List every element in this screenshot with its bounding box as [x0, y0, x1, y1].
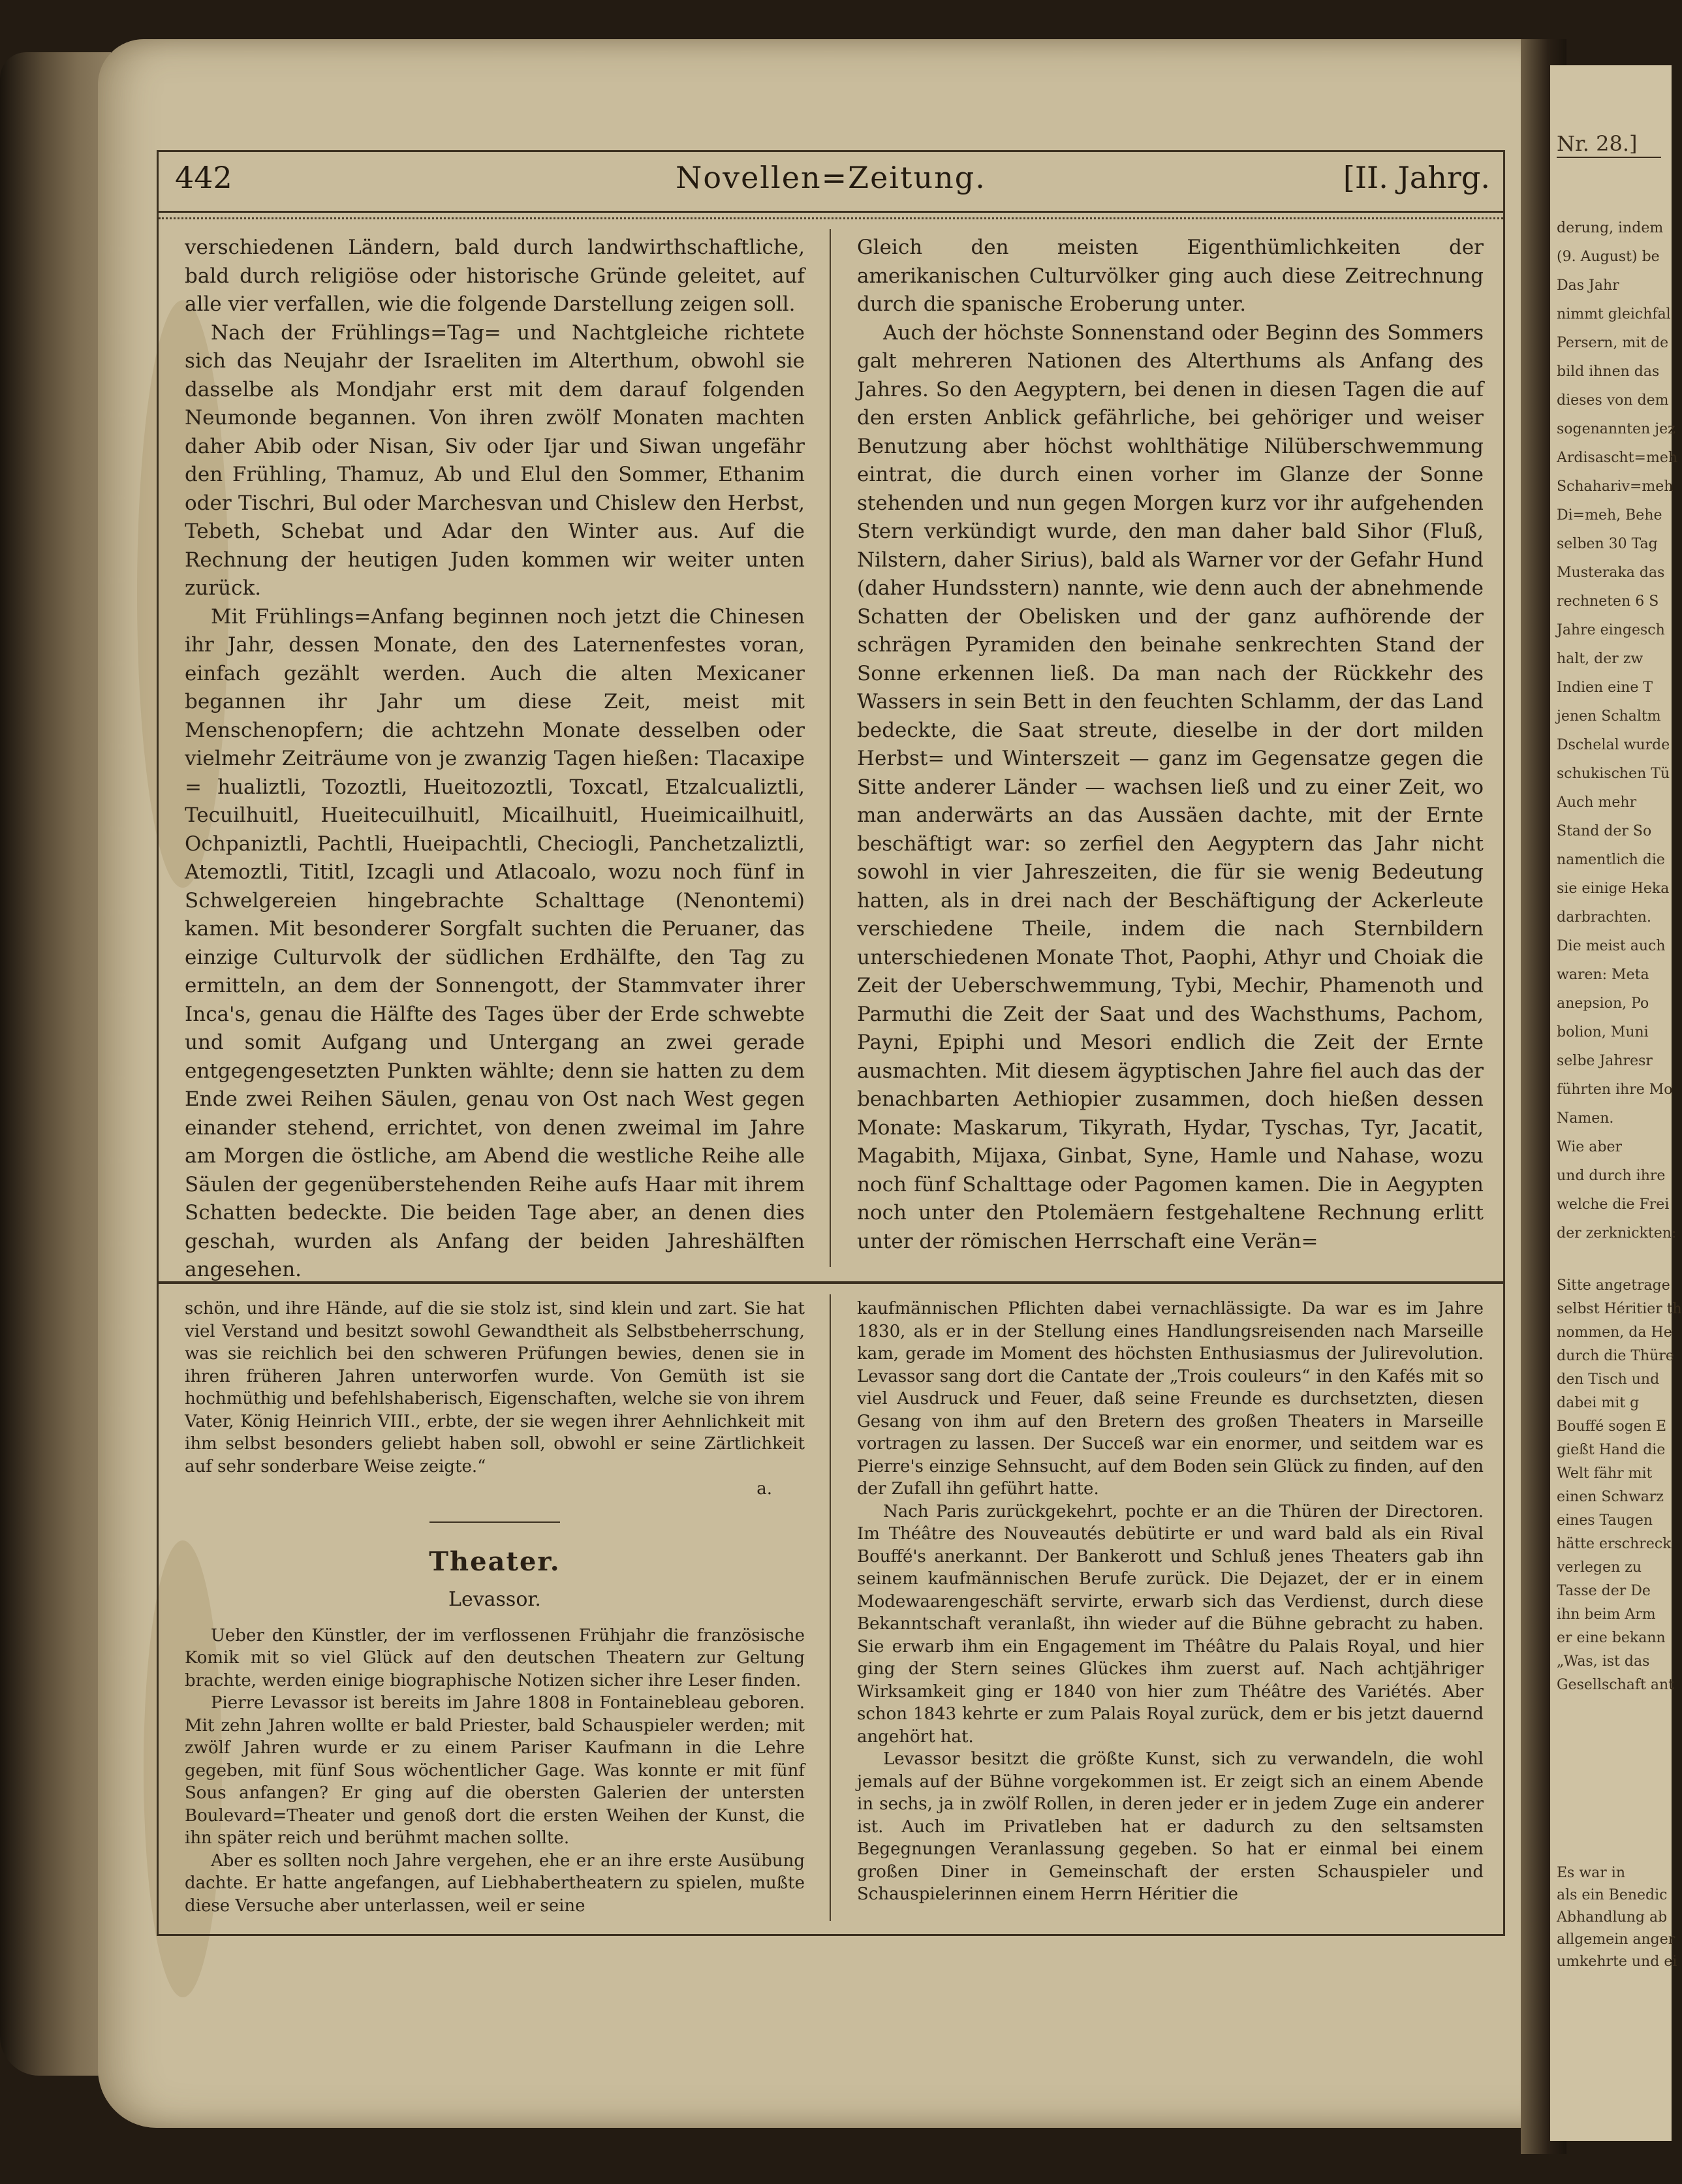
adjacent-page-line: den Tisch und [1557, 1371, 1660, 1388]
adjacent-page-line: Tasse der De [1557, 1583, 1651, 1599]
paragraph: Nach Paris zurückgekehrt, pochte er an die Thüren der Directoren. Im Théâtre des Nouveautés debütirte er und ward bald als ein Rival Bouffé's anerkannt. Der Bankerott und Schluß jenes Theaters gab ihn seinem kaufmännischen Berufe zurück. Die Dejazet, der er in einem Modewaarengeschäft servirte, erwarb sich das Verdienst, durch diese Bekanntschaft veranlaßt, ihn wieder auf die Bühne gebracht zu haben. Sie erwarb ihm ein Engagement im Théâtre du Palais Royal, und hier ging der Stern seines Glückes ihm zuerst auf. Nach achtjähriger Wirksamkeit ging er 1840 von hier zum Théâtre des Variétés. Aber schon 1843 kehrte er zum Palais Royal zurück, dem er bis jetzt dauernd angehört hat. [857, 1501, 1484, 1747]
adjacent-page-line: nimmt gleichfal [1557, 306, 1671, 322]
page-header [159, 152, 1503, 213]
section-subheading: Levassor. [448, 1587, 541, 1611]
adjacent-page-line: nommen, da He [1557, 1324, 1672, 1341]
adjacent-page-line: dabei mit g [1557, 1395, 1640, 1411]
adjacent-page-line: Di=meh, Behe [1557, 507, 1662, 523]
adjacent-page-line: bolion, Muni [1557, 1024, 1649, 1040]
adjacent-page-line: einen Schwarz [1557, 1489, 1664, 1505]
volume-label: [II. Jahrg. [1343, 160, 1490, 195]
paragraph: Mit Frühlings=Anfang beginnen noch jetzt die Chinesen ihr Jahr, dessen Monate, den des Laternenfestes voran, einfach gezählt werden. Auch die alten Mexicaner begannen ihr Jahr um diese Zeit, meist mit Menschenopfern; die achtzehn Monate desselben oder vielmehr Zeiträume von je zwanzig Tagen hießen: Tlacaxipe = hualiztli, Tozoztli, Hueitozoztli, Toxcatl, Etzalcualiztli, Tecuilhuitl, Hueitecuilhuitl, Micailhuitl, Hueimicailhuitl, Ochpaniztli, Pachtli, Hueipachtli, Checiogli, Panchetzaliztli, Atemoztli, Tititl, Izcagli und Atlacoalo, wozu noch fünf in Schwelgereien hingebrachte Schalttage (Nenontemi) kamen. Mit besonderer Sorgfalt suchten die Peruaner, das einzige Culturvolk der südlichen Erdhälfte, den Tag zu ermitteln, an dem der Sonnengott, der Stammvater ihrer Inca's, genau die Hälfte des Tages über der Erde schwebte und somit Aufgang und Untergang an zwei gerade entgegengesetzten Punkten wählte; denn sie hatten zu dem Ende zwei Reihen Säulen, genau von Ost nach West gegen einander stehend, errichtet, von denen zweimal im Jahre am Morgen die östliche, am Abend die westliche Reihe alle Säulen der gegenüberstehenden Reihe aufs Haar mit ihrem Schatten bedeckte. Die beiden Tage aber, an denen dies geschah, wurden als Anfang der beiden Jahreshälften angesehen. [185, 604, 805, 1281]
paragraph: Levassor besitzt die größte Kunst, sich zu verwandeln, die wohl jemals auf der Bühne vorgekommen ist. Er zeigt sich an einem Abende in sechs, ja in zwölf Rollen, in deren jeder er in jedem Zuge ein anderer ist. Auch im Privatleben hat er dadurch zu den seltsamsten Begegnungen Veranlassung gegeben. So hat er einmal bei einem großen Diner in Gemeinschaft der ersten Schauspieler und Schauspielerinnen einem Herrn Héritier die [857, 1749, 1484, 1904]
adjacent-page-line: Indien eine T [1557, 679, 1653, 696]
adjacent-page-line: Es war in [1557, 1865, 1626, 1881]
paragraph: kaufmännischen Pflichten dabei vernachlässigte. Da war es im Jahre 1830, als er in der Stellung eines Handlungsreisenden nach Marseille kam, gerade im Moment des höchsten Enthusiasmus der Julirevolution. Levassor sang dort die Cantate der „Trois couleurs“ in den Kafés mit so viel Ausdruck und Feuer, daß seine Freunde es durchsetzten, diesen Gesang von ihm auf den Bretern des großen Theaters in Marseille vortragen zu lassen. Der Succeß war ein enormer, und seitdem war es Pierre's einzige Sehnsucht, auf dem Boden sein Glück zu finden, auf den der Zufall ihn geführt hatte. [857, 1299, 1484, 1499]
adjacent-page-line: allgemein anger [1557, 1931, 1675, 1948]
paragraph: Ueber den Künstler, der im verflossenen Frühjahr die französische Komik mit so viel Glück auf den deutschen Theatern zur Geltung brachte, werden einige biographische Notizen sicher ihre Leser finden. [185, 1625, 805, 1691]
paragraph: Auch der höchste Sonnenstand oder Beginn des Sommers galt mehreren Nationen des Alterthums als Anfang des Jahres. So den Aegyptern, bei denen in diesen Tagen die auf den ersten Anblick gefährliche, bei gehöriger und weiser Benutzung aber höchst wohlthätige Nilüberschwemmung eintrat, die durch einen vorher im Glanze der Sonne stehenden und nun gegen Morgen kurz vor ihr aufgehenden Stern verkündigt wurde, den man daher bald Sihor (Fluß, Nilstern, daher Sirius), bald als Warner vor der Gefahr Hund (daher Hundsstern) nannte, wie denn auch der abnehmende Schatten der Obelisken und der ganz aufhörende der schrägen Pyramiden den beinahe senkrechten Stand der Sonne erkennen ließ. Da man nach der Rückkehr des Wassers in sein Bett in den feuchten Schlamm, der das Land bedeckte, die Saat streute, dieselbe in der dort milden Herbst= und Winterszeit — ganz im Gegensatze gegen die Sitte anderer Länder — wachsen ließ und zu einer Zeit, wo man anderwärts an das Aussäen dachte, mit der Ernte beschäftigt war: so zerfiel den Aegyptern das Jahr nicht sowohl in vier Jahreszeiten, die für sie wenig Bedeutung hatten, als in drei nach der Beschäftigung der Ackerleute verschiedene Theile, indem die nach Sternbildern unterschiedenen Monate Thot, Paophi, Athyr und Choiak die Zeit der Ueberschwemmung, Tybi, Mechir, Phamenoth und Parmuthi die Zeit der Saat und des Wachsthums, Pachom, Payni, Epiphi und Mesori endlich die Zeit der Ernte ausmachten. Mit diesem ägyptischen Jahre fiel auch das der benachbarten Aethiopier zusammen, doch hießen dessen Monate: Maskarum, Tikyrath, Hydar, Tyschas, Tyr, Jacatit, Magabith, Mijaxa, Ginbat, Syne, Hamle und Nahase, wozu noch fünf Schalttage oder Pagomen kamen. Die in Aegypten noch unter den Ptolemäern festgehaltene Rechnung erlitt unter der römischen Herrschaft eine Verän= [857, 320, 1484, 1253]
adjacent-page-line: durch die Thüre [1557, 1348, 1674, 1364]
adjacent-page-line: Musteraka das [1557, 565, 1665, 581]
paragraph: Pierre Levassor ist bereits im Jahre 1808 in Fontainebleau geboren. Mit zehn Jahren wollte er bald Priester, bald Schauspieler werden; mit zwölf Jahren wurde er zu einem Pariser Kaufmann in die Lehre gegeben, mit fünf Sous wöchentlicher Gage. Was konnte er mit fünf Sous anfangen? Er ging auf die obersten Galerien der untersten Boulevard=Theater und genoß dort die ersten Weihen der Kunst, die ihn später reich und berühmt machen sollte. [185, 1693, 805, 1848]
journal-title: Novellen=Zeitung. [676, 160, 986, 195]
section-divider [159, 1281, 1503, 1284]
adjacent-page-line: selben 30 Tag [1557, 536, 1658, 552]
paragraph: Aber es sollten noch Jahre vergehen, ehe er an ihre erste Ausübung dachte. Er hatte angefangen, auf Liebhabertheatern zu spielen, mußte diese Versuche aber unterlassen, weil er seine [185, 1850, 805, 1916]
adjacent-page-line: als ein Benedic [1557, 1887, 1668, 1903]
adjacent-page-line: umkehrte und ei [1557, 1954, 1677, 1970]
adjacent-page-line: Jahre eingesch [1557, 622, 1665, 638]
adjacent-page-line: dieses von dem [1557, 392, 1669, 409]
adjacent-page-line: ihn beim Arm [1557, 1606, 1656, 1623]
adjacent-page-line: anepsion, Po [1557, 995, 1649, 1012]
adjacent-page-line: er eine bekann [1557, 1630, 1666, 1646]
adjacent-page-line: welche die Frei [1557, 1196, 1670, 1213]
adjacent-page-line: selbst Héritier th [1557, 1301, 1682, 1317]
adjacent-page-line: Die meist auch [1557, 938, 1666, 954]
adjacent-page-line: halt, der zw [1557, 651, 1643, 667]
adjacent-page-line: Stand der So [1557, 823, 1652, 839]
lower-column-left [185, 1298, 805, 1918]
adjacent-page-line: der zerknickten: [1557, 1225, 1677, 1241]
page-number: 442 [175, 160, 232, 195]
short-divider [429, 1521, 560, 1523]
adjacent-page-line: Dschelal wurde [1557, 737, 1670, 753]
upper-column-left [185, 234, 805, 1281]
adjacent-page-line: darbrachten. [1557, 909, 1651, 926]
paragraph: schön, und ihre Hände, auf die sie stolz ist, sind klein und zart. Sie hat viel Verstand und besitzt sowohl Gewandtheit als Selbstbeherrschung, was sie reichlich bei den schweren Prüfungen bewies, denen sie in ihren früheren Jahren unterworfen wurde. Von Gemüth ist sie hochmüthig und befehlshaberisch, Eigenschaften, welche sie von ihrem Vater, König Heinrich VIII., erbte, der sie wegen ihrer Aehnlichkeit mit ihm selbst besonders geliebt haben soll, obwohl er seine Zärtlichkeit auf sehr sonderbare Weise zeigte.“ [185, 1299, 805, 1476]
adjacent-page-line: Ardisascht=meh [1557, 450, 1678, 466]
paragraph: verschiedenen Ländern, bald durch landwirthschaftliche, bald durch religiöse oder historische Gründe geleitet, auf alle vier verfallen, wie die folgende Darstellung zeigen soll. [185, 236, 805, 316]
adjacent-page-line: Persern, mit de [1557, 335, 1669, 351]
adjacent-page-line: Bouffé sogen E [1557, 1418, 1667, 1435]
adjacent-page-line: Das Jahr [1557, 277, 1619, 294]
adjacent-page-line: hätte erschreck [1557, 1536, 1672, 1552]
adjacent-page-line: jenen Schaltm [1557, 708, 1661, 725]
adjacent-page-line: namentlich die [1557, 852, 1665, 868]
adjacent-page-line: bild ihnen das [1557, 364, 1660, 380]
adjacent-page-line: derung, indem [1557, 220, 1664, 236]
adjacent-page-line: Welt fähr mit [1557, 1465, 1653, 1482]
adjacent-page-line: gießt Hand die [1557, 1442, 1666, 1458]
adjacent-page-line: Schahariv=meh [1557, 478, 1674, 495]
adjacent-page [1550, 65, 1682, 2141]
adjacent-page-line: Sitte angetrage [1557, 1277, 1670, 1294]
adjacent-page-line: „Was, ist das [1557, 1653, 1650, 1670]
adjacent-page-line: sogenannten jez [1557, 421, 1675, 437]
adjacent-page-line: und durch ihre [1557, 1168, 1666, 1184]
author-signature: a. [756, 1479, 772, 1499]
adjacent-page-line: eines Taugen [1557, 1512, 1653, 1529]
column-divider [830, 229, 831, 1267]
adjacent-page-line: Gesellschaft ant [1557, 1677, 1674, 1693]
adjacent-page-line: führten ihre Mo [1557, 1082, 1673, 1098]
adjacent-page-line: rechneten 6 S [1557, 593, 1659, 610]
lower-column-right [857, 1298, 1484, 1918]
upper-column-right [857, 234, 1484, 1265]
header-dotted-rule [159, 217, 1503, 219]
column-divider [830, 1294, 831, 1921]
book-edge [0, 52, 111, 2076]
adjacent-page-line: waren: Meta [1557, 967, 1649, 983]
adjacent-page-line: verlegen zu [1557, 1559, 1642, 1576]
adjacent-page-line: Auch mehr [1557, 794, 1637, 811]
paragraph: Nach der Frühlings=Tag= und Nachtgleiche richtete sich das Neujahr der Israeliten im Alterthum, obwohl sie dasselbe als Mondjahr erst mit dem darauf folgenden Neumonde begannen. Von ihren zwölf Monaten machten daher Abib oder Nisan, Siv oder Ijar und Siwan ungefähr den Frühling, Thamuz, Ab und Elul den Sommer, Ethanim oder Tischri, Bul oder Marchesvan und Chislew den Herbst, Tebeth, Schebat und Adar den Winter aus. Auf die Rechnung der heutigen Juden kommen wir weiter unten zurück. [185, 320, 805, 600]
adjacent-page-line: Namen. [1557, 1110, 1614, 1127]
adjacent-page-header: Nr. 28.] [1557, 131, 1661, 158]
paragraph: Gleich den meisten Eigenthümlichkeiten der amerikanischen Culturvölker ging auch diese Zeitrechnung durch die spanische Eroberung unter. [857, 236, 1484, 316]
adjacent-page-line: sie einige Heka [1557, 881, 1670, 897]
adjacent-page-line: Abhandlung ab [1557, 1909, 1668, 1926]
section-heading: Theater. [429, 1546, 561, 1577]
adjacent-page-line: (9. August) be [1557, 249, 1660, 265]
adjacent-page-line: Wie aber [1557, 1139, 1623, 1155]
page-frame [157, 150, 1505, 1936]
adjacent-page-line: schukischen Tü [1557, 766, 1670, 782]
adjacent-page-line: selbe Jahresr [1557, 1053, 1653, 1069]
